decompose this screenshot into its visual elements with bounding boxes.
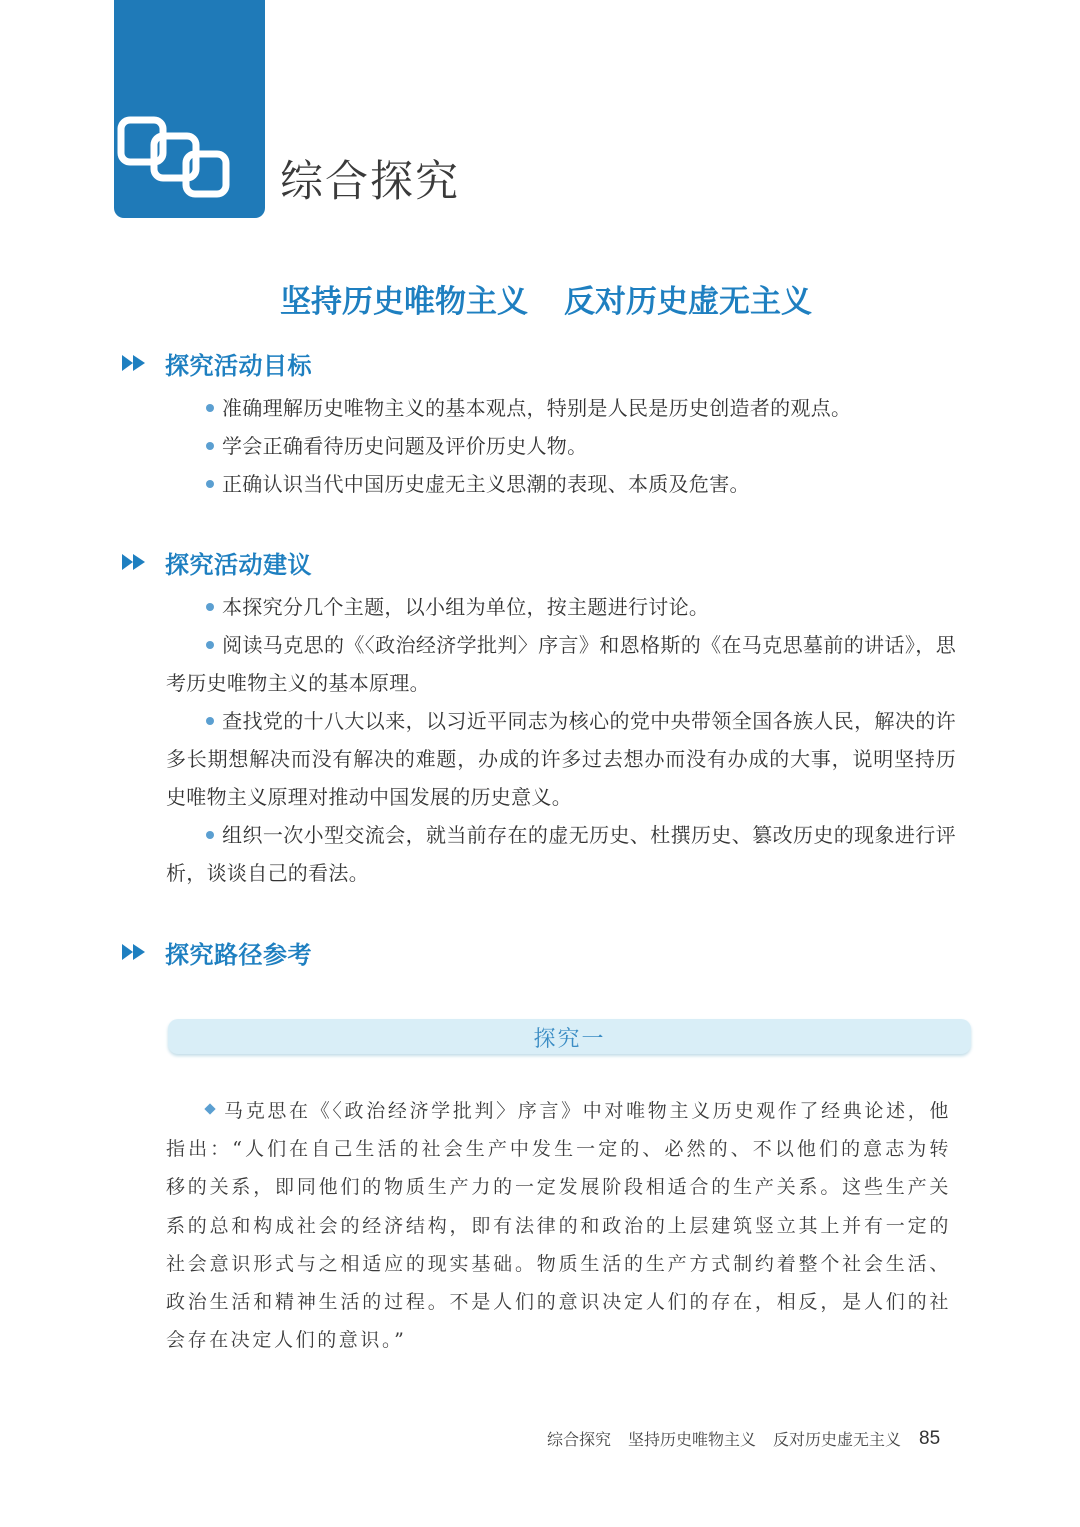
bullet-dot-icon bbox=[206, 641, 214, 649]
double-arrow-icon bbox=[122, 353, 148, 373]
chapter-squares-icon bbox=[114, 110, 234, 205]
list-item: 组织一次小型交流会，就当前存在的虚无历史、杜撰历史、篡改历史的现象进行评析，谈谈自己的看法。 bbox=[166, 823, 956, 885]
chapter-title: 综合探究 bbox=[280, 157, 460, 207]
list-item: 阅读马克思的《〈政治经济学批判〉序言》和恩格斯的《在马克思墓前的讲话》，思考历史唯物主义的基本原理。 bbox=[166, 633, 956, 695]
section-heading-path bbox=[122, 932, 312, 972]
list-item: 学会正确看待历史问题及评价历史人物。 bbox=[166, 427, 956, 465]
list-item: 正确认识当代中国历史虚无主义思潮的表现、本质及危害。 bbox=[166, 465, 956, 503]
bullet-dot-icon bbox=[206, 603, 214, 611]
page-title-part1: 坚持历史唯物主义 bbox=[280, 284, 528, 320]
bullet-dot-icon bbox=[206, 717, 214, 725]
bullet-dot-icon bbox=[206, 480, 214, 488]
double-arrow-icon bbox=[122, 552, 148, 572]
section-heading-label: 探究路径参考 bbox=[165, 940, 312, 969]
inquiry-one-label: 探究一 bbox=[533, 1027, 606, 1052]
diamond-bullet-icon bbox=[204, 1103, 215, 1114]
page-number: 85 bbox=[919, 1427, 941, 1449]
section-heading-label: 探究活动目标 bbox=[165, 351, 312, 380]
section-heading-goals bbox=[122, 343, 312, 383]
double-arrow-icon bbox=[122, 942, 148, 962]
list-item: 准确理解历史唯物主义的基本观点，特别是人民是历史创造者的观点。 bbox=[166, 389, 956, 427]
page-title bbox=[0, 276, 1080, 321]
section-heading-label: 探究活动建议 bbox=[165, 550, 312, 579]
bullet-dot-icon bbox=[206, 831, 214, 839]
page-title-part2: 反对历史虚无主义 bbox=[564, 284, 812, 320]
inquiry-one-bar bbox=[168, 1019, 971, 1054]
bullet-dot-icon bbox=[206, 404, 214, 412]
goals-list bbox=[166, 389, 956, 503]
inquiry-one-quote: 马克思在《〈政治经济学批判〉序言》中对唯物主义历史观作了经典论述，他指出：“人们在自己生活的社会生产中发生一定的、必然的、不以他们的意志为转移的关系，即同他们的物质生产力的一定发展阶段相适合的生产关系。这些生产关系的总和构成社会的经济结构，即有法律的和政治的上层建筑竖立其上并有一定的社会意识形式与之相适应的现实基础。物质生活的生产方式制约着整个社会生活、政治生活和精神生活的过程。不是人们的意识决定人们的存在，相反，是人们的社会存在决定人们的意识。” bbox=[166, 1100, 951, 1352]
section-heading-suggestions bbox=[122, 542, 312, 582]
footer-title-part1: 坚持历史唯物主义 bbox=[628, 1430, 757, 1449]
list-item: 查找党的十八大以来，以习近平同志为核心的党中央带领全国各族人民，解决的许多长期想解决而没有解决的难题，办成的许多过去想办而没有办成的大事，说明坚持历史唯物主义原理对推动中国发展的历史意义。 bbox=[166, 709, 956, 809]
page-footer bbox=[547, 1427, 940, 1450]
list-item: 本探究分几个主题，以小组为单位，按主题进行讨论。 bbox=[166, 588, 956, 626]
footer-chapter: 综合探究 bbox=[547, 1430, 612, 1449]
footer-title-part2: 反对历史虚无主义 bbox=[773, 1430, 902, 1449]
bullet-dot-icon bbox=[206, 442, 214, 450]
suggestions-list bbox=[166, 588, 956, 892]
